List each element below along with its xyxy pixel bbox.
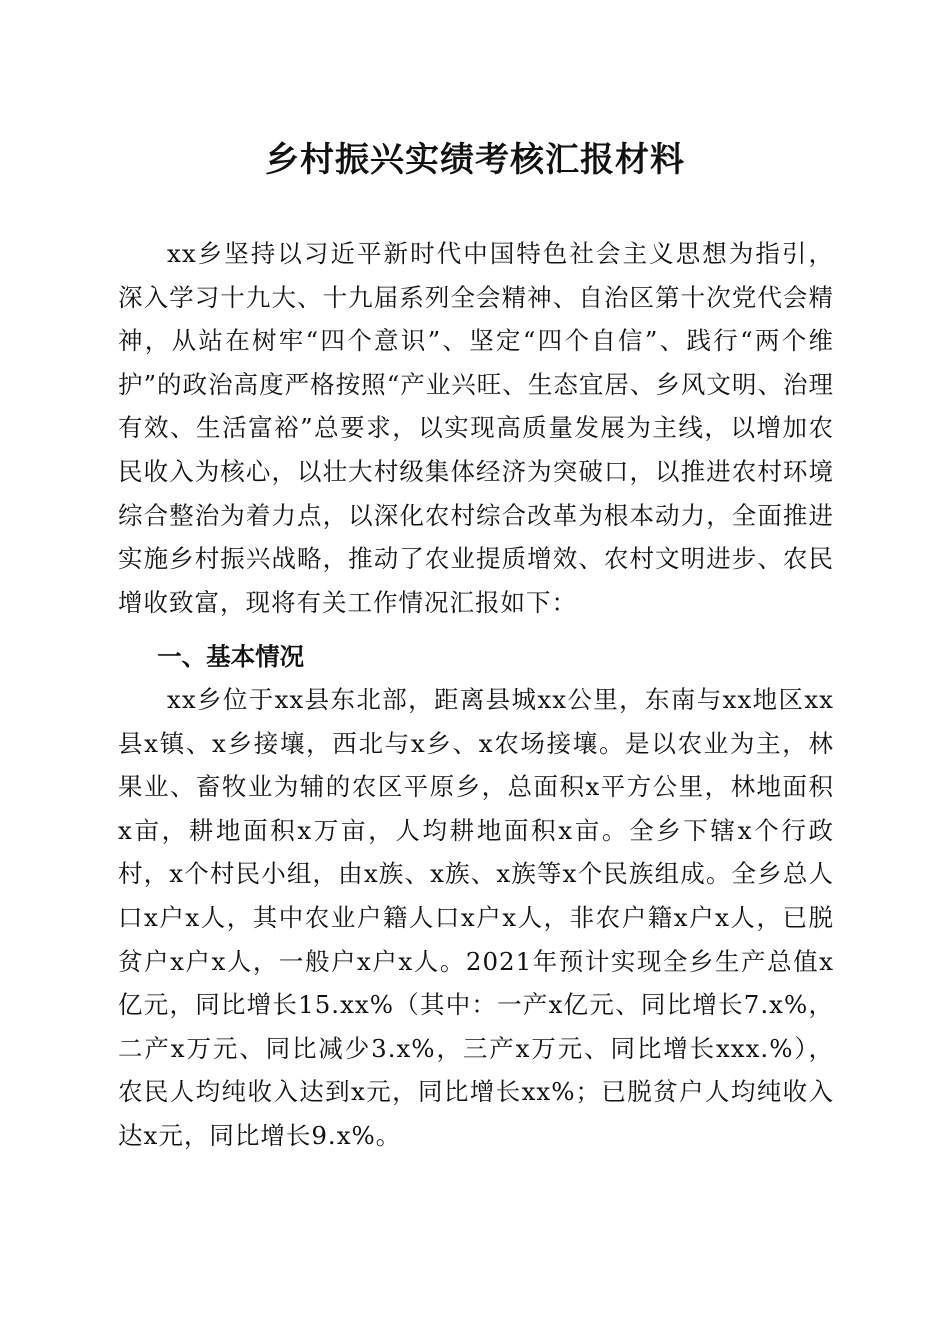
basic-situation-paragraph: xx乡位于xx县东北部，距离县城xx公里，东南与xx地区xx县x镇、x乡接壤，西北与x乡、x农场接壤。是以农业为主，林果业、畜牧业为辅的农区平原乡，总面积x平方公里，林地面积x亩，耕地面积x万亩，人均耕地面积x亩。全乡下辖x个行政村，x个村民小组，由x族、x族、x族等x个民族组成。全乡总人口x户x人，其中农业户籍人口x户x人，非农户籍x户x人，已脱贫户x户x人，一般户x户x人。2021年预计实现全乡生产总值x亿元，同比增长15.xx%（其中：一产x亿元、同比增长7.x%，二产x万元、同比减少3.x%，三产x万元、同比增长xxx.%），农民人均纯收入达到x元，同比增长xx%；已脱贫户人均纯收入达x元，同比增长9.x%。 — [118, 685, 834, 1150]
document-title: 乡村振兴实绩考核汇报材料 — [265, 140, 685, 180]
intro-paragraph: xx乡坚持以习近平新时代中国特色社会主义思想为指引，深入学习十九大、十九届系列全会精神、自治区第十次党代会精神，从站在树牢“四个意识”、坚定“四个自信”、践行“两个维护”的政治高度严格按照“产业兴旺、生态宜居、乡风文明、治理有效、生活富裕”总要求，以实现高质量发展为主线，以增加农民收入为核心，以壮大村级集体经济为突破口，以推进农村环境综合整治为着力点，以深化农村综合改革为根本动力，全面推进实施乡村振兴战略，推动了农业提质增效、农村文明进步、农民增收致富，现将有关工作情况汇报如下： — [118, 239, 834, 617]
section-heading-basic-situation: 一、基本情况 — [157, 642, 305, 671]
